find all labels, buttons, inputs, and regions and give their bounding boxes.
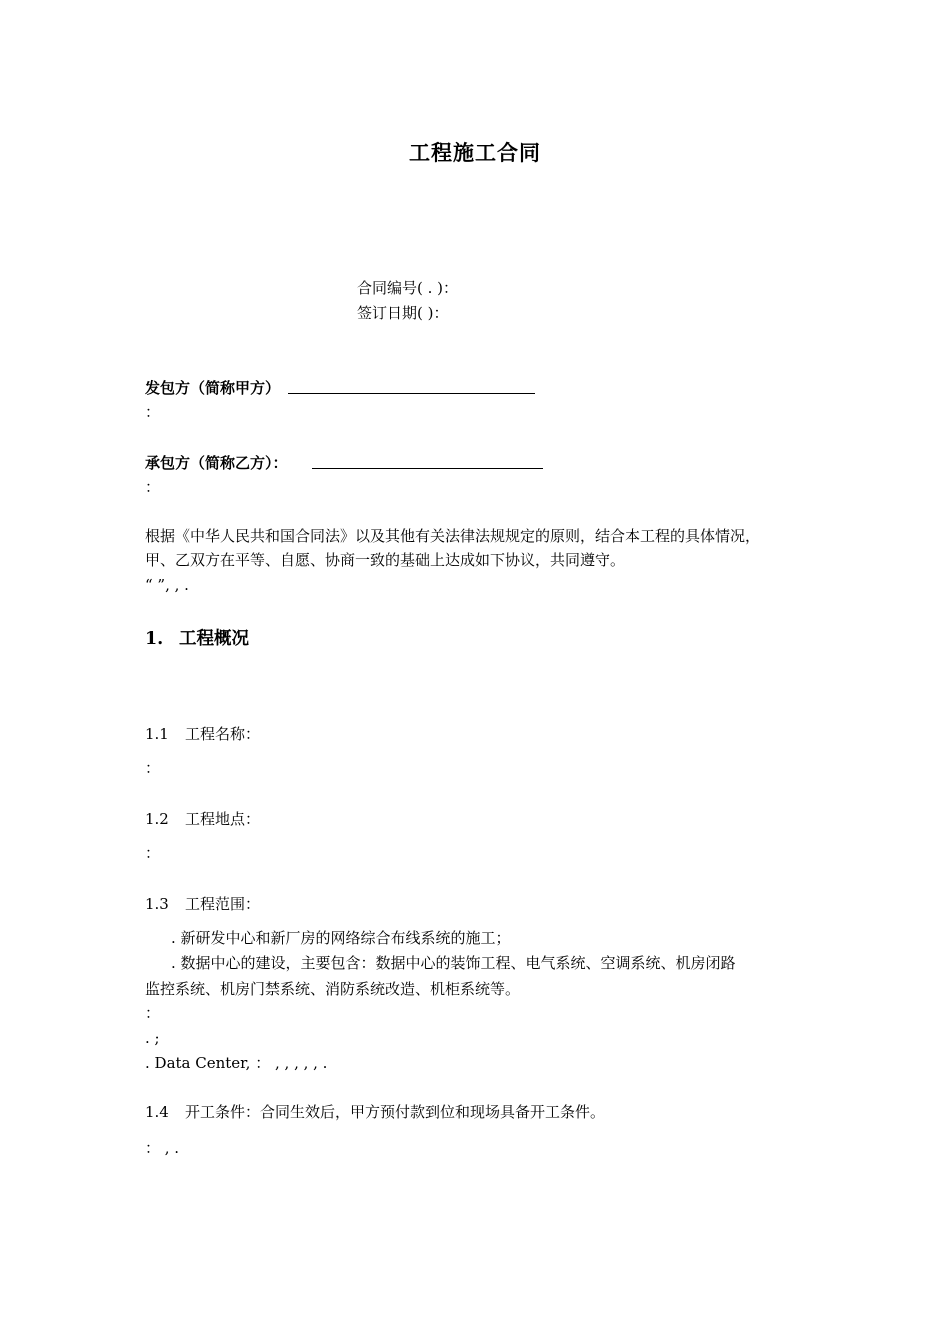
intro-line-1: 根据《中华人民共和国合同法》以及其他有关法律法规规定的原则，结合本工程的具体情况， (145, 527, 761, 545)
party-a-label: 发包方（简称甲方） (145, 379, 281, 397)
section-1-number: 1. (145, 629, 164, 649)
sign-date-label: 签订日期( )： (357, 304, 449, 322)
clause-1-4-number: 1.4 (145, 1103, 169, 1121)
clause-1-3-note-1: ： (145, 1004, 161, 1022)
intro-line-3: “ ”, , . (145, 576, 189, 594)
clause-1-4-label: 开工条件：合同生效后，甲方预付款到位和现场具备开工条件。 (185, 1103, 606, 1121)
clause-1-1-note: ： (145, 759, 161, 777)
section-1-title: 工程概况 (179, 629, 249, 649)
clause-1-3-item-2: . 数据中心的建设，主要包含：数据中心的装饰工程、电气系统、空调系统、机房闭路 (171, 954, 736, 972)
clause-1-1-label: 工程名称： (185, 725, 261, 743)
party-a-blank-line (288, 393, 535, 394)
clause-1-3-item-2-cont: 监控系统、机房门禁系统、消防系统改造、机柜系统等。 (145, 980, 521, 998)
section-1-heading (145, 625, 249, 650)
clause-1-3 (145, 893, 260, 914)
party-b-blank-line (312, 468, 543, 469)
intro-line-2: 甲、乙双方在平等、自愿、协商一致的基础上达成如下协议，共同遵守。 (145, 551, 626, 569)
clause-1-3-note-3: . Data Center, ： , , , , , . (145, 1054, 328, 1072)
clause-1-3-label: 工程范围： (185, 895, 261, 913)
clause-1-2-label: 工程地点： (185, 810, 261, 828)
clause-1-1-number: 1.1 (145, 725, 169, 743)
contract-number-label: 合同编号( . )： (357, 279, 459, 297)
clause-1-2-note: ： (145, 844, 161, 862)
page-title: 工程施工合同 (409, 140, 541, 165)
clause-1-3-note-2: . ; (145, 1029, 160, 1047)
clause-1-2-number: 1.2 (145, 810, 169, 828)
clause-1-1 (145, 723, 260, 744)
clause-1-3-number: 1.3 (145, 895, 169, 913)
party-b-label: 承包方（简称乙方）： (145, 454, 288, 472)
party-a-note: ： (145, 403, 161, 421)
clause-1-4 (145, 1101, 605, 1122)
party-b-note: ： (145, 478, 161, 496)
clause-1-3-item-1: . 新研发中心和新厂房的网络综合布线系统的施工； (171, 929, 511, 947)
clause-1-2 (145, 808, 260, 829)
clause-1-4-note: ： , . (145, 1139, 180, 1157)
